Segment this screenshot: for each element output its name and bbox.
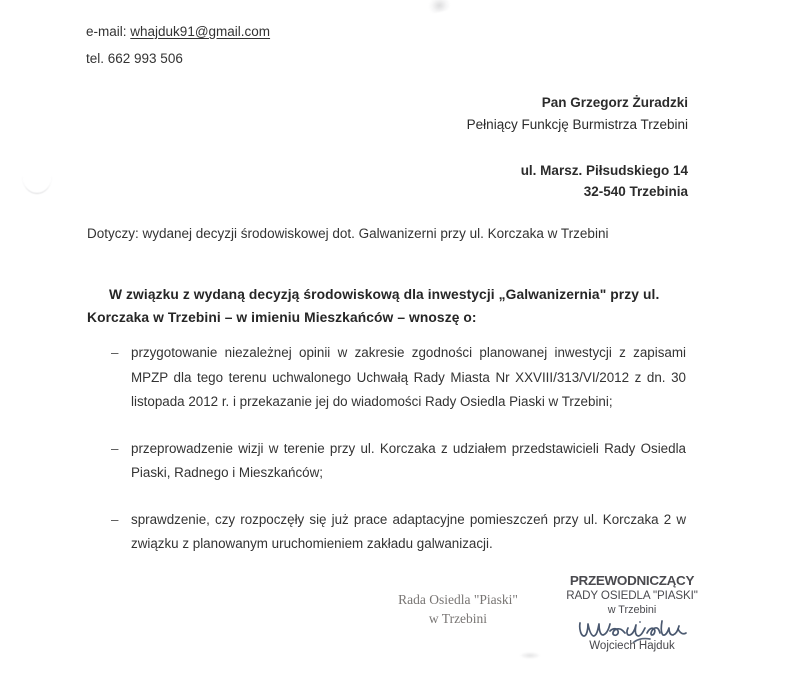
recipient-city: 32-540 Trzebinia — [583, 184, 688, 199]
list-marker: – — [111, 511, 119, 527]
list-marker: – — [111, 345, 119, 360]
email-line — [86, 18, 270, 45]
list-item-text: przeprowadzenie wizji w terenie przy ul. Korczaka z udziałem przedstawicieli Rady Osiedla Piaski, Radnego i Mieszkańców; — [131, 440, 686, 480]
request-list — [110, 341, 686, 557]
email-label: e-mail: — [86, 24, 127, 39]
council-stamp — [378, 590, 538, 628]
council-stamp-line2: w Trzebini — [428, 611, 488, 626]
chairman-title: PRZEWODNICZĄCY — [569, 573, 695, 588]
chairman-organization: RADY OSIEDLA "PIASKI" — [566, 589, 698, 602]
recipient-street: ul. Marsz. Piłsudskiego 14 — [520, 163, 688, 178]
request-heading: W związku z wydaną decyzją środowiskową dla inwestycji „Galwanizernia" przy ul. Korczaka w Trzebini – w imieniu Mieszkańców – wnoszę o: — [87, 287, 660, 325]
list-item — [110, 341, 686, 415]
handwritten-signature — [558, 617, 706, 643]
list-item — [110, 437, 686, 486]
recipient-block — [320, 92, 688, 136]
scan-arc-artifact — [22, 176, 52, 194]
scan-bottom-artifact — [520, 652, 540, 659]
list-marker: – — [111, 440, 119, 456]
chairman-city: w Trzebini — [607, 604, 657, 616]
subject-line: Dotyczy: wydanej decyzji środowiskowej dot. Galwanizerni przy ul. Korczaka w Trzebini — [87, 226, 609, 241]
scan-smudge-artifact — [426, 0, 451, 14]
phone-line: tel. 662 993 506 — [86, 51, 183, 66]
chairman-stamp — [558, 574, 706, 653]
email-address[interactable]: whajduk91@gmail.com — [130, 24, 271, 39]
recipient-name: Pan Grzegorz Żuradzki — [541, 95, 688, 110]
signatory-name: Wojciech Hajduk — [589, 640, 675, 652]
list-item-text: przygotowanie niezależnej opinii w zakresie zgodności planowanej inwestycji z zapisami MPZP dla tego terenu uchwalonego Uchwałą Rady Miasta Nr XXVIII/313/VI/2012 z dn. 30 listopada 2012 r. i przekazanie jej do wiadomości Rady Osiedla Piaski w Trzebini; — [131, 345, 686, 409]
sender-contact-block — [86, 18, 270, 72]
recipient-role: Pełniący Funkcję Burmistrza Trzebini — [466, 117, 688, 132]
list-item — [110, 508, 686, 557]
recipient-address-block — [320, 160, 688, 202]
list-item-text: sprawdzenie, czy rozpoczęły się już prace adaptacyjne pomieszczeń przy ul. Korczaka 2 w związku z planowanym uruchomieniem zakładu galwanizacji. — [131, 511, 686, 551]
council-stamp-line1: Rada Osiedla "Piaski" — [398, 592, 518, 607]
